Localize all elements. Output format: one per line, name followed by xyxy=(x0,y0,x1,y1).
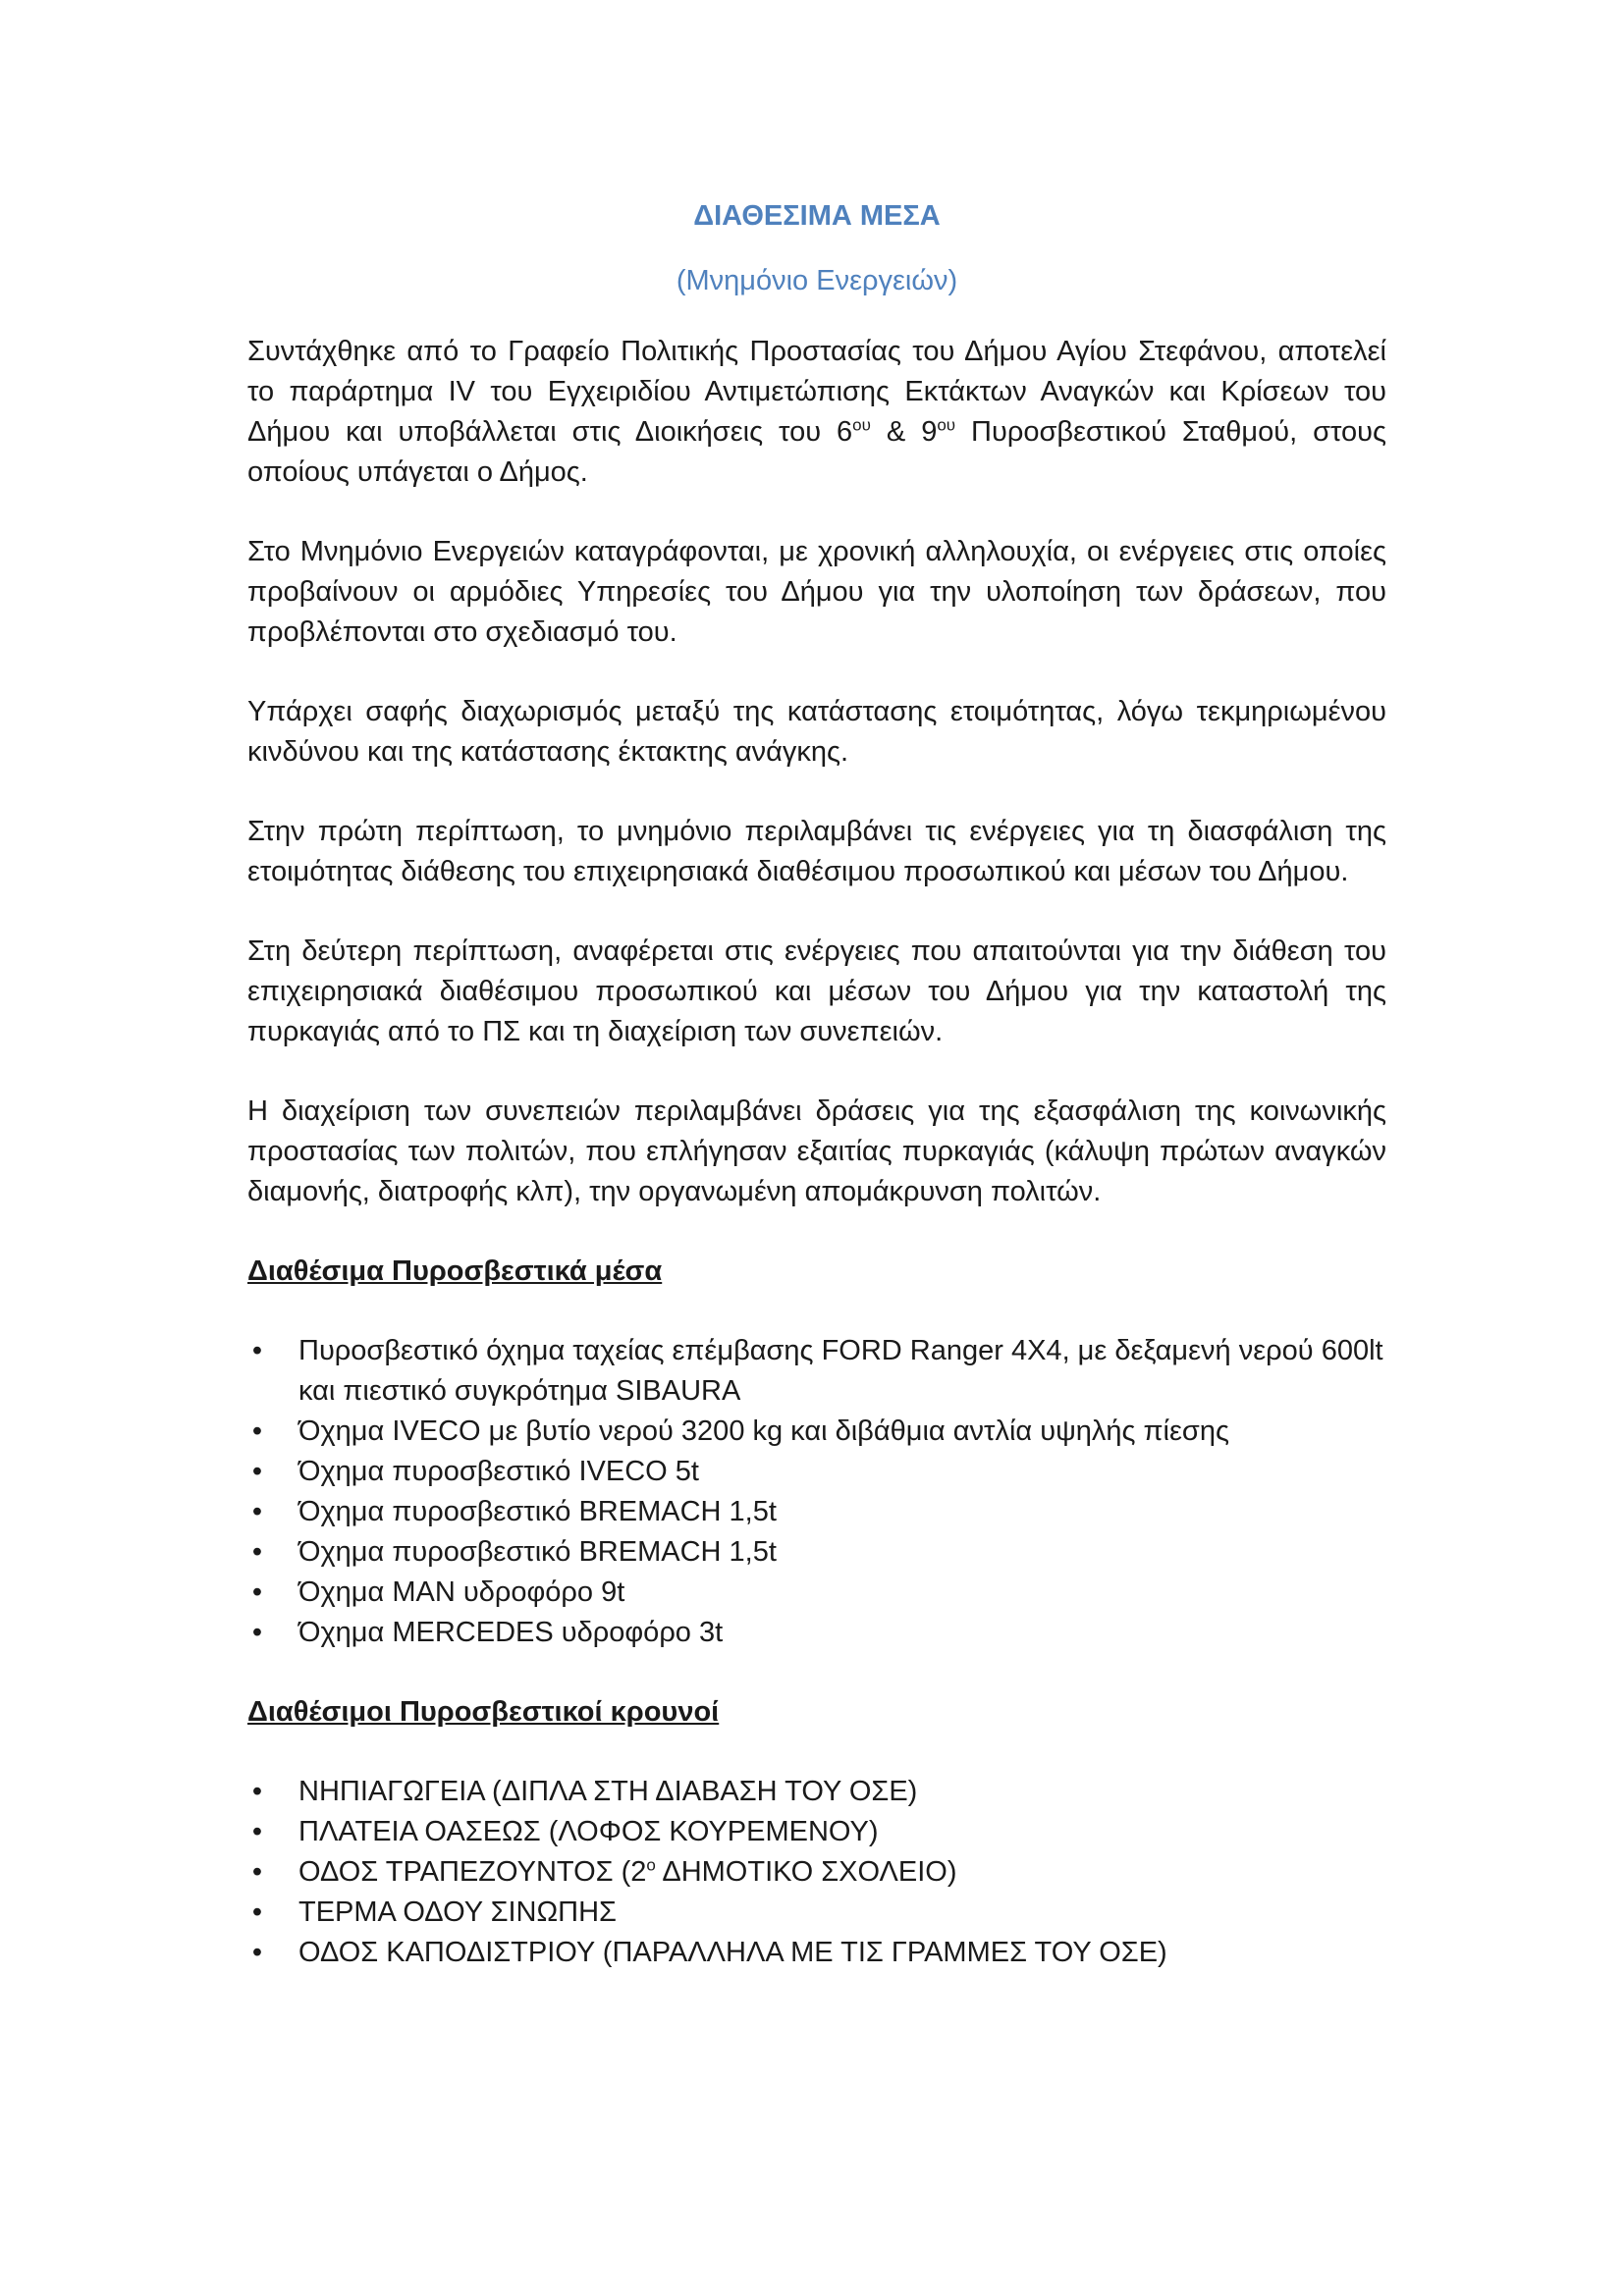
list-item xyxy=(247,1893,1386,1933)
intro-sup-1: ου xyxy=(852,415,871,435)
paragraph: Στη δεύτερη περίπτωση, αναφέρεται στις ενέργειες που απαιτούνται για την διάθεση του επιχειρησιακά διαθέσιμου προσωπικού και μέσων του Δήμου για την καταστολή της πυρκαγιάς από το ΠΣ και τη διαχείριση των συνεπειών. xyxy=(247,935,1386,1047)
list-item-text: Όχημα MAN υδροφόρο 9t xyxy=(298,1576,625,1608)
list-item-text: ΤΕΡΜΑ ΟΔΟΥ ΣΙΝΩΠΗΣ xyxy=(298,1896,617,1928)
bullet-icon: • xyxy=(251,1937,263,1968)
paragraph: Η διαχείριση των συνεπειών περιλαμβάνει δράσεις για της εξασφάλιση της κοινωνικής προστασίας των πολιτών, που επλήγησαν εξαιτίας πυρκαγιάς (κάλυψη πρώτων αναγκών διαμονής, διατροφής κλπ), την οργανωμένη απομάκρυνση πολιτών. xyxy=(247,1095,1386,1207)
list-item xyxy=(247,1933,1386,1973)
bullet-icon: • xyxy=(251,1335,263,1366)
hydrants-heading: Διαθέσιμοι Πυροσβεστικοί κρουνοί xyxy=(247,1696,720,1728)
vehicles-list xyxy=(247,1331,1386,1653)
bullet-icon: • xyxy=(251,1776,263,1807)
intro-text-1: Συντάχθηκε από το Γραφείο Πολιτικής Προστασίας του Δήμου Αγίου Στεφάνου, αποτελεί το παράρτημα IV του Εγχειριδίου Αντιμετώπισης Εκτάκτων Αναγκών και Κρίσεων του Δήμου και υποβάλλεται στις Διοικήσεις του 6 xyxy=(247,336,1386,448)
list-item-text: Πυροσβεστικό όχημα ταχείας επέμβασης FORD Ranger 4X4, με δεξαμενή νερού 600lt και πιεστικό συγκρότημα SIBAURA xyxy=(298,1335,1383,1407)
list-item-text: Όχημα πυροσβεστικό BREMACH 1,5t xyxy=(298,1496,777,1527)
bullet-icon: • xyxy=(251,1617,263,1648)
intro-text-3: Πυροσβεστικού Σταθμού, στους οποίους υπάγεται ο Δήμος. xyxy=(247,416,1386,488)
list-item xyxy=(247,1812,1386,1852)
list-item-text: ΝΗΠΙΑΓΩΓΕΙΑ (ΔΙΠΛΑ ΣΤΗ ΔΙΑΒΑΣΗ ΤΟΥ ΟΣΕ) xyxy=(298,1776,918,1807)
bullet-icon: • xyxy=(251,1536,263,1568)
bullet-icon: • xyxy=(251,1576,263,1608)
list-item-text: Όχημα IVECO με βυτίο νερού 3200 kg και διβάθμια αντλία υψηλής πίεσης xyxy=(298,1415,1229,1447)
hydrants-list xyxy=(247,1772,1386,1973)
intro-paragraph xyxy=(247,332,1386,493)
list-item xyxy=(247,1452,1386,1492)
list-item-text: Όχημα πυροσβεστικό IVECO 5t xyxy=(298,1456,699,1487)
list-item xyxy=(247,1613,1386,1653)
bullet-icon: • xyxy=(251,1415,263,1447)
bullet-icon: • xyxy=(251,1816,263,1847)
bullet-icon: • xyxy=(251,1496,263,1527)
paragraph: Στο Μνημόνιο Ενεργειών καταγράφονται, με χρονική αλληλουχία, οι ενέργειες στις οποίες προβαίνουν οι αρμόδιες Υπηρεσίες του Δήμου για την υλοποίηση των δράσεων, που προβλέπονται στο σχεδιασμό του. xyxy=(247,536,1386,648)
list-item-sup: ο xyxy=(646,1855,656,1875)
bullet-icon: • xyxy=(251,1896,263,1928)
bullet-icon: • xyxy=(251,1456,263,1487)
vehicles-heading: Διαθέσιμα Πυροσβεστικά μέσα xyxy=(247,1255,663,1287)
list-item-text: Όχημα MERCEDES υδροφόρο 3t xyxy=(298,1617,724,1648)
bullet-icon: • xyxy=(251,1856,263,1888)
intro-sup-2: ου xyxy=(937,415,956,435)
paragraph: Υπάρχει σαφής διαχωρισμός μεταξύ της κατάστασης ετοιμότητας, λόγω τεκμηριωμένου κινδύνου και της κατάστασης έκτακτης ανάγκης. xyxy=(247,696,1386,768)
list-item xyxy=(247,1331,1386,1412)
list-item xyxy=(247,1852,1386,1893)
document-title: ΔΙΑΘΕΣΙΜΑ ΜΕΣΑ xyxy=(693,200,941,232)
document-subtitle: (Μνημόνιο Ενεργειών) xyxy=(676,265,958,296)
list-item-text: ΟΔΟΣ ΚΑΠΟΔΙΣΤΡΙΟΥ (ΠΑΡΑΛΛΗΛΑ ΜΕ ΤΙΣ ΓΡΑΜΜΕΣ ΤΟΥ ΟΣΕ) xyxy=(298,1937,1167,1968)
list-item xyxy=(247,1492,1386,1532)
list-item xyxy=(247,1573,1386,1613)
paragraph: Στην πρώτη περίπτωση, το μνημόνιο περιλαμβάνει τις ενέργειες για τη διασφάλιση της ετοιμότητας διάθεσης του επιχειρησιακά διαθέσιμου προσωπικού και μέσων του Δήμου. xyxy=(247,816,1386,887)
list-item xyxy=(247,1412,1386,1452)
list-item-text-end: ΔΗΜΟΤΙΚΟ ΣΧΟΛΕΙΟ) xyxy=(655,1856,957,1888)
list-item xyxy=(247,1532,1386,1573)
intro-text-2: & 9 xyxy=(870,416,938,448)
list-item-text: Όχημα πυροσβεστικό BREMACH 1,5t xyxy=(298,1536,777,1568)
document-page xyxy=(247,196,1386,2012)
list-item-text: ΠΛΑΤΕΙΑ ΟΑΣΕΩΣ (ΛΟΦΟΣ ΚΟΥΡΕΜΕΝΟΥ) xyxy=(298,1816,879,1847)
list-item-text: ΟΔΟΣ ΤΡΑΠΕΖΟΥΝΤΟΣ (2 xyxy=(298,1856,647,1888)
list-item xyxy=(247,1772,1386,1812)
